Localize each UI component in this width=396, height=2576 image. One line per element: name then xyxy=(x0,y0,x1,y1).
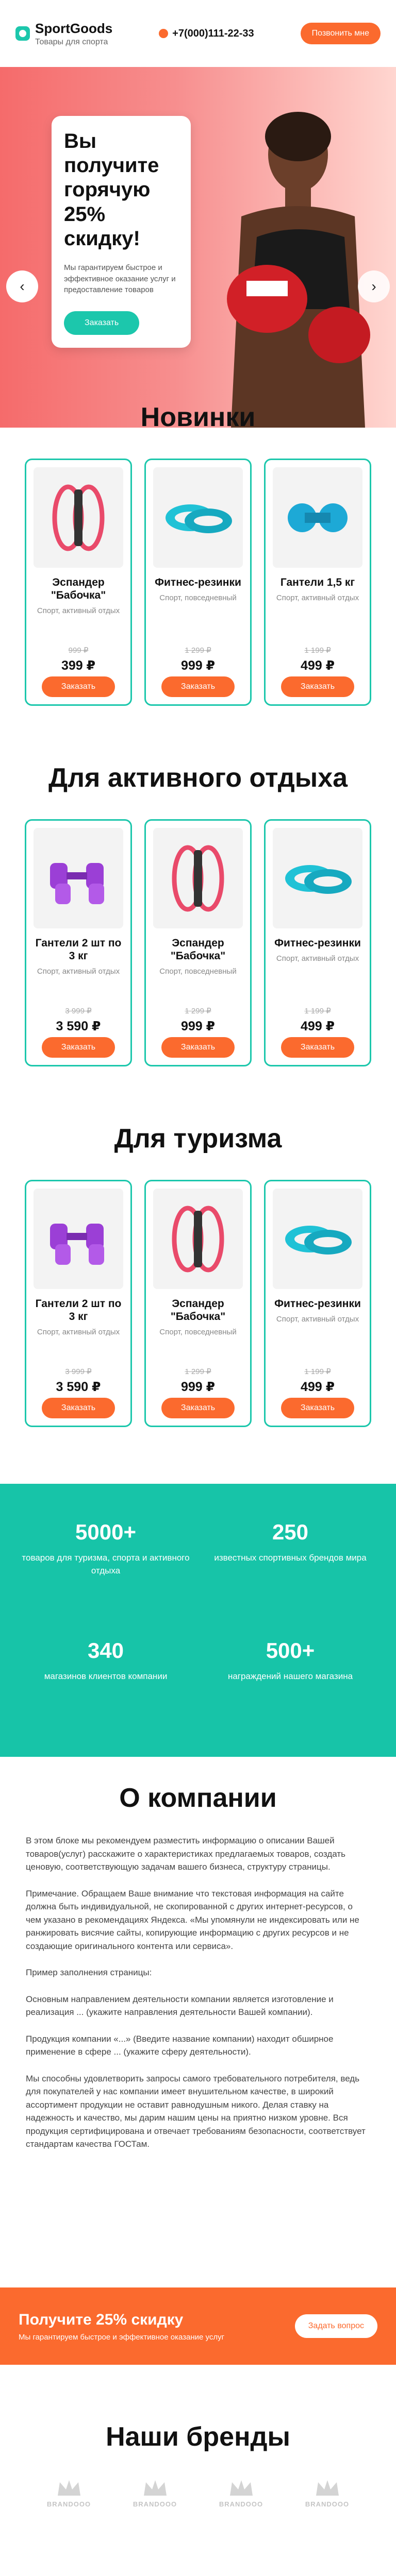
phone-number: +7(000)111-22-33 xyxy=(172,27,254,39)
products-tourism xyxy=(0,1180,396,1427)
hero-text: Мы гарантируем быстрое и эффективное оказание услуг и предоставление товаров xyxy=(64,263,176,295)
hero-title: Вы получите горячую 25% скидку! xyxy=(64,130,159,250)
about-paragraph: Продукция компании «...» (Введите название компании) находит обширное применение в сфере ... (укажите сферу деятельности). xyxy=(26,2033,334,2057)
order-button[interactable]: Заказать xyxy=(281,1398,354,1418)
stat-item xyxy=(205,1520,375,1565)
product-name[interactable]: Гантели 2 шт по 3 кг xyxy=(35,1298,122,1323)
product-category: Спорт, активный отдых xyxy=(276,954,359,963)
promo-question-button[interactable]: Задать вопрос xyxy=(295,2314,377,2338)
brand-name: BRANDOOO xyxy=(46,2500,91,2508)
product-old-price: 1 299 ₽ xyxy=(185,646,211,655)
stat-number: 250 xyxy=(272,1520,309,1544)
product-old-price: 1 199 ₽ xyxy=(304,646,331,655)
about-section xyxy=(0,1783,396,2164)
product-card[interactable] xyxy=(264,1180,371,1427)
section-title-tourism: Для туризма xyxy=(114,1124,282,1154)
order-button[interactable]: Заказать xyxy=(42,1398,115,1418)
brand-name: BRANDOOO xyxy=(133,2500,177,2508)
section-title-active: Для активного отдыха xyxy=(48,763,348,793)
header-phone[interactable] xyxy=(159,28,254,40)
product-price: 999 ₽ xyxy=(180,658,216,673)
stat-text: магазинов клиентов компании xyxy=(44,1671,168,1681)
section-title-brands: Наши бренды xyxy=(106,2422,290,2452)
hero-card xyxy=(52,116,191,348)
stat-number: 500+ xyxy=(266,1638,315,1663)
about-text xyxy=(26,1834,370,2151)
promo-title: Получите 25% скидку xyxy=(19,2311,184,2328)
about-paragraph: Примечание. Обращаем Ваше внимание что текстовая информация на сайте должна быть индивидуальной, не скопированной с других интернет-ресурсов, о чем указано в рекомендациях Яндекса. «Мы упомянули не индексировать или не ранжировать висячие сайты, копирующие информацию с других ресурсов и не создающие оригинального контента или сервиса». xyxy=(26,1888,359,1951)
products-new xyxy=(0,459,396,706)
product-old-price: 999 ₽ xyxy=(68,646,89,655)
callback-button[interactable]: Позвонить мне xyxy=(301,23,381,44)
product-name[interactable]: Эспандер "Бабочка" xyxy=(51,577,106,602)
product-card[interactable] xyxy=(264,819,371,1066)
brand-name: BRANDOOO xyxy=(305,2500,350,2508)
product-category: Спорт, повседневный xyxy=(159,594,237,603)
brand-logo[interactable] xyxy=(127,2478,184,2508)
brand-logo[interactable] xyxy=(299,2478,356,2508)
product-card[interactable] xyxy=(25,1180,132,1427)
section-new xyxy=(0,402,396,706)
promo-banner xyxy=(0,2287,396,2365)
logo-subtitle: Товары для спорта xyxy=(35,37,108,46)
product-card[interactable] xyxy=(144,1180,252,1427)
product-image[interactable] xyxy=(153,1189,243,1289)
stat-item xyxy=(205,1638,375,1683)
product-price: 3 590 ₽ xyxy=(56,1019,101,1033)
brand-logo[interactable] xyxy=(213,2478,270,2508)
product-category: Спорт, активный отдых xyxy=(276,1315,359,1324)
product-name[interactable]: Эспандер "Бабочка" xyxy=(170,1298,226,1323)
order-button[interactable]: Заказать xyxy=(42,1037,115,1058)
stat-number: 5000+ xyxy=(75,1520,136,1544)
product-old-price: 1 299 ₽ xyxy=(185,1367,211,1376)
product-name[interactable]: Фитнес-резинки xyxy=(274,1298,361,1310)
arrow-right-icon: › xyxy=(371,278,376,294)
product-name[interactable]: Эспандер "Бабочка" xyxy=(170,937,226,962)
product-image[interactable] xyxy=(273,1189,362,1289)
logo[interactable] xyxy=(15,21,112,47)
product-category: Спорт, повседневный xyxy=(159,967,237,976)
brand-name: BRANDOOO xyxy=(219,2500,263,2508)
stat-text: товаров для туризма, спорта и активного отдыха xyxy=(22,1553,190,1575)
product-name[interactable]: Гантели 2 шт по 3 кг xyxy=(35,937,122,962)
product-old-price: 3 999 ₽ xyxy=(65,1367,92,1376)
product-card[interactable] xyxy=(264,459,371,706)
promo-text: Мы гарантируем быстрое и эффективное оказание услуг xyxy=(19,2332,225,2342)
product-card[interactable] xyxy=(144,459,252,706)
product-category: Спорт, активный отдых xyxy=(276,594,359,603)
product-old-price: 1 199 ₽ xyxy=(304,1367,331,1376)
about-paragraph: Основным направлением деятельности компании является изготовление и реализация ... (укажите направления деятельности Вашей компании). xyxy=(26,1994,334,2017)
product-image[interactable] xyxy=(34,828,123,928)
stat-text: награждений нашего магазина xyxy=(227,1671,353,1681)
product-card[interactable] xyxy=(25,459,132,706)
header xyxy=(0,0,396,67)
crown-icon xyxy=(226,2478,257,2499)
slider-next-button[interactable] xyxy=(358,270,390,302)
product-name[interactable]: Фитнес-резинки xyxy=(274,937,361,949)
stat-item xyxy=(21,1520,191,1577)
crown-icon xyxy=(312,2478,343,2499)
product-category: Спорт, повседневный xyxy=(159,1328,237,1337)
order-button[interactable]: Заказать xyxy=(161,1398,235,1418)
product-name[interactable]: Гантели 1,5 кг xyxy=(280,577,355,588)
brands-list xyxy=(0,2478,396,2508)
product-image[interactable] xyxy=(273,467,362,568)
order-button[interactable]: Заказать xyxy=(161,1037,235,1058)
product-image[interactable] xyxy=(153,828,243,928)
product-image[interactable] xyxy=(34,1189,123,1289)
section-tourism xyxy=(0,1123,396,1427)
product-price: 499 ₽ xyxy=(300,1380,335,1394)
product-category: Спорт, активный отдых xyxy=(37,967,120,976)
order-button[interactable]: Заказать xyxy=(42,676,115,697)
about-paragraph: Мы способны удовлетворить запросы самого требовательного потребителя, ведь для покупателей у нас компании имеет внушительном качестве, в широкий ассортимент продукции не оставит равнодушным никого. Делая ставку на надежность и качество, мы дарим нашим цены на приятно низком уровне. Вся продукция сертифицирована и отвечает требованиям безопасности, соответствует стандартам качества ГОСТам. xyxy=(26,2073,366,2149)
brand-logo[interactable] xyxy=(41,2478,97,2508)
crown-icon xyxy=(140,2478,171,2499)
product-name[interactable]: Фитнес-резинки xyxy=(155,577,241,588)
about-paragraph: В этом блоке мы рекомендуем разместить информацию о описании Вашей товаров(услуг) расскажите о характеристиках предлагаемых товаров, создать ценовую, соответствующую задачам вашего бизнеса, структуру страницы. xyxy=(26,1836,345,1872)
logo-icon xyxy=(15,26,30,41)
arrow-left-icon: ‹ xyxy=(20,278,25,294)
products-active xyxy=(0,819,396,1066)
section-active xyxy=(0,762,396,1066)
crown-icon xyxy=(54,2478,85,2499)
product-category: Спорт, активный отдых xyxy=(37,1328,120,1337)
product-price: 999 ₽ xyxy=(180,1019,216,1033)
product-category: Спорт, активный отдых xyxy=(37,606,120,616)
slider-prev-button[interactable] xyxy=(6,270,38,302)
stat-number: 340 xyxy=(87,1638,124,1663)
brands-section xyxy=(0,2421,396,2508)
about-paragraph: Пример заполнения страницы: xyxy=(26,1968,152,1977)
hero-order-button[interactable]: Заказать xyxy=(64,311,139,335)
product-old-price: 1 199 ₽ xyxy=(304,1007,331,1015)
product-price: 399 ₽ xyxy=(61,658,96,673)
product-price: 999 ₽ xyxy=(180,1380,216,1394)
logo-title: SportGoods xyxy=(35,20,113,36)
product-card[interactable] xyxy=(25,819,132,1066)
order-button[interactable]: Заказать xyxy=(281,676,354,697)
section-title-about: О компании xyxy=(119,1783,277,1813)
product-old-price: 1 299 ₽ xyxy=(185,1007,211,1015)
phone-icon xyxy=(159,29,168,38)
stats-section xyxy=(0,1484,396,1757)
product-image[interactable] xyxy=(153,467,243,568)
product-image[interactable] xyxy=(34,467,123,568)
hero-banner xyxy=(0,67,396,428)
product-price: 499 ₽ xyxy=(300,1019,335,1033)
product-price: 499 ₽ xyxy=(300,658,335,673)
hero-boxer-image xyxy=(179,67,375,428)
product-card[interactable] xyxy=(144,819,252,1066)
order-button[interactable]: Заказать xyxy=(161,676,235,697)
stat-item xyxy=(21,1638,191,1683)
product-image[interactable] xyxy=(273,828,362,928)
stat-text: известных спортивных брендов мира xyxy=(214,1553,367,1563)
product-price: 3 590 ₽ xyxy=(56,1380,101,1394)
order-button[interactable]: Заказать xyxy=(281,1037,354,1058)
product-old-price: 3 999 ₽ xyxy=(65,1007,92,1015)
section-title-new: Новинки xyxy=(140,402,256,432)
